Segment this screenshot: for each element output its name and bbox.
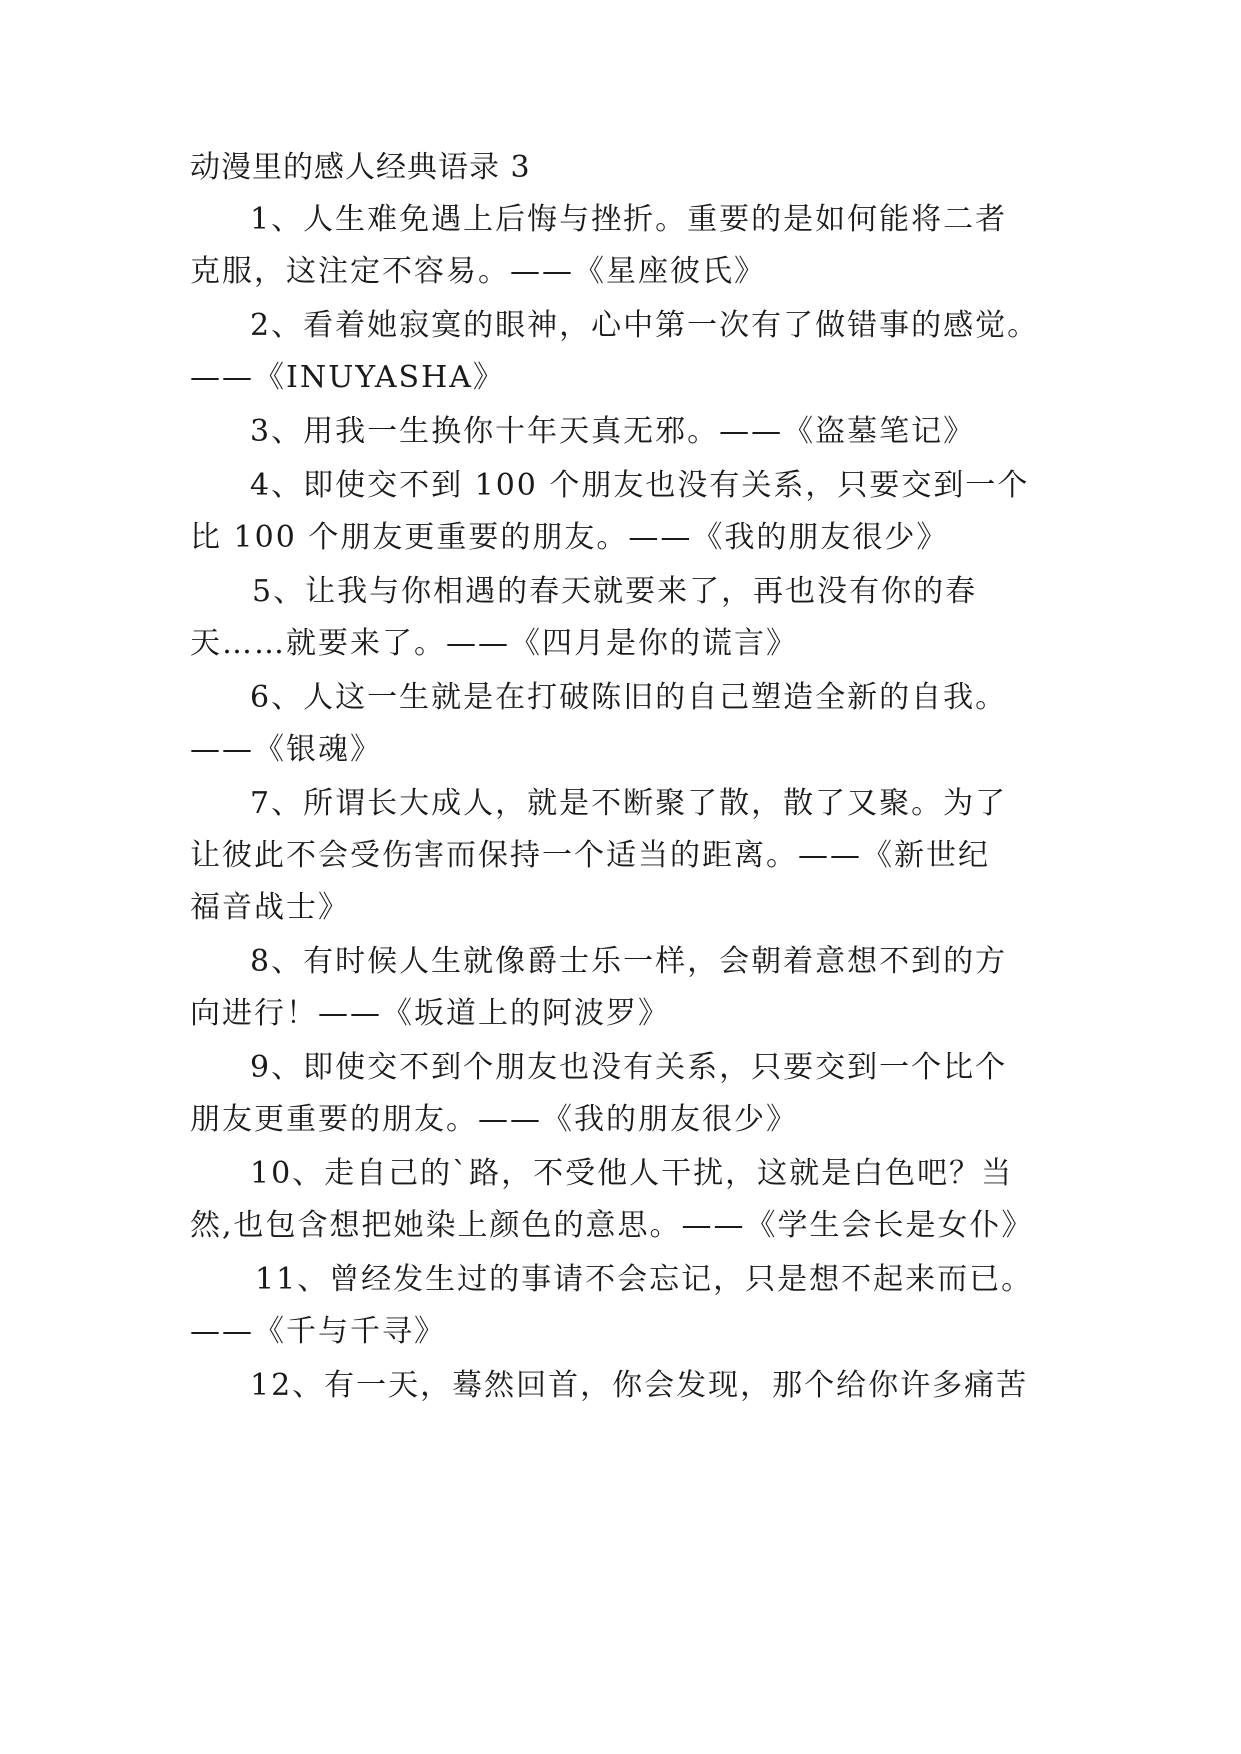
quote-8-line-2: 向进行！——《坂道上的阿波罗》 — [190, 996, 670, 1031]
quote-2-line-1: 2、看着她寂寞的眼神，心中第一次有了做错事的感觉。 — [250, 308, 1040, 343]
quote-4-line-1: 4、即使交不到 100 个朋友也没有关系，只要交到一个 — [250, 468, 1030, 503]
quote-10-line-2: 然,也包含想把她染上颜色的意思。——《学生会长是女仆》 — [190, 1208, 1034, 1243]
quote-2-line-2: ——《INUYASHA》 — [190, 360, 505, 395]
quote-8-line-1: 8、有时候人生就像爵士乐一样，会朝着意想不到的方 — [250, 944, 1008, 979]
quote-6-line-2: ——《银魂》 — [190, 732, 382, 767]
quote-4-line-2: 比 100 个朋友更重要的朋友。——《我的朋友很少》 — [190, 520, 949, 555]
quote-1-line-2: 克服，这注定不容易。——《星座彼氏》 — [190, 254, 766, 289]
quote-9-line-2: 朋友更重要的朋友。——《我的朋友很少》 — [190, 1102, 798, 1137]
quote-5-line-2: 天……就要来了。——《四月是你的谎言》 — [190, 626, 798, 661]
quote-7-line-1: 7、所谓长大成人，就是不断聚了散，散了又聚。为了 — [250, 786, 1008, 821]
quote-1-line-1: 1、人生难免遇上后悔与挫折。重要的是如何能将二者 — [250, 202, 1008, 237]
quote-12-line-1: 12、有一天，蓦然回首，你会发现，那个给你许多痛苦 — [250, 1368, 1029, 1403]
quote-7-line-2: 让彼此不会受伤害而保持一个适当的距离。——《新世纪 — [190, 838, 990, 873]
quote-10-line-1: 10、走自己的`路，不受他人干扰，这就是白色吧？当 — [250, 1156, 1014, 1191]
quote-7-line-3: 福音战士》 — [190, 890, 350, 925]
page-title: 动漫里的感人经典语录 3 — [190, 150, 531, 185]
quote-9-line-1: 9、即使交不到个朋友也没有关系，只要交到一个比个 — [250, 1050, 1008, 1085]
quote-6-line-1: 6、人这一生就是在打破陈旧的自己塑造全新的自我。 — [250, 680, 1008, 715]
quote-11-line-2: ——《千与千寻》 — [190, 1314, 446, 1349]
quote-3-line-1: 3、用我一生换你十年天真无邪。——《盗墓笔记》 — [250, 414, 976, 449]
quote-11-line-1: 11、曾经发生过的事请不会忘记，只是想不起来而已。 — [255, 1262, 1034, 1297]
quote-5-line-1: 5、让我与你相遇的春天就要来了，再也没有你的春 — [252, 574, 978, 609]
